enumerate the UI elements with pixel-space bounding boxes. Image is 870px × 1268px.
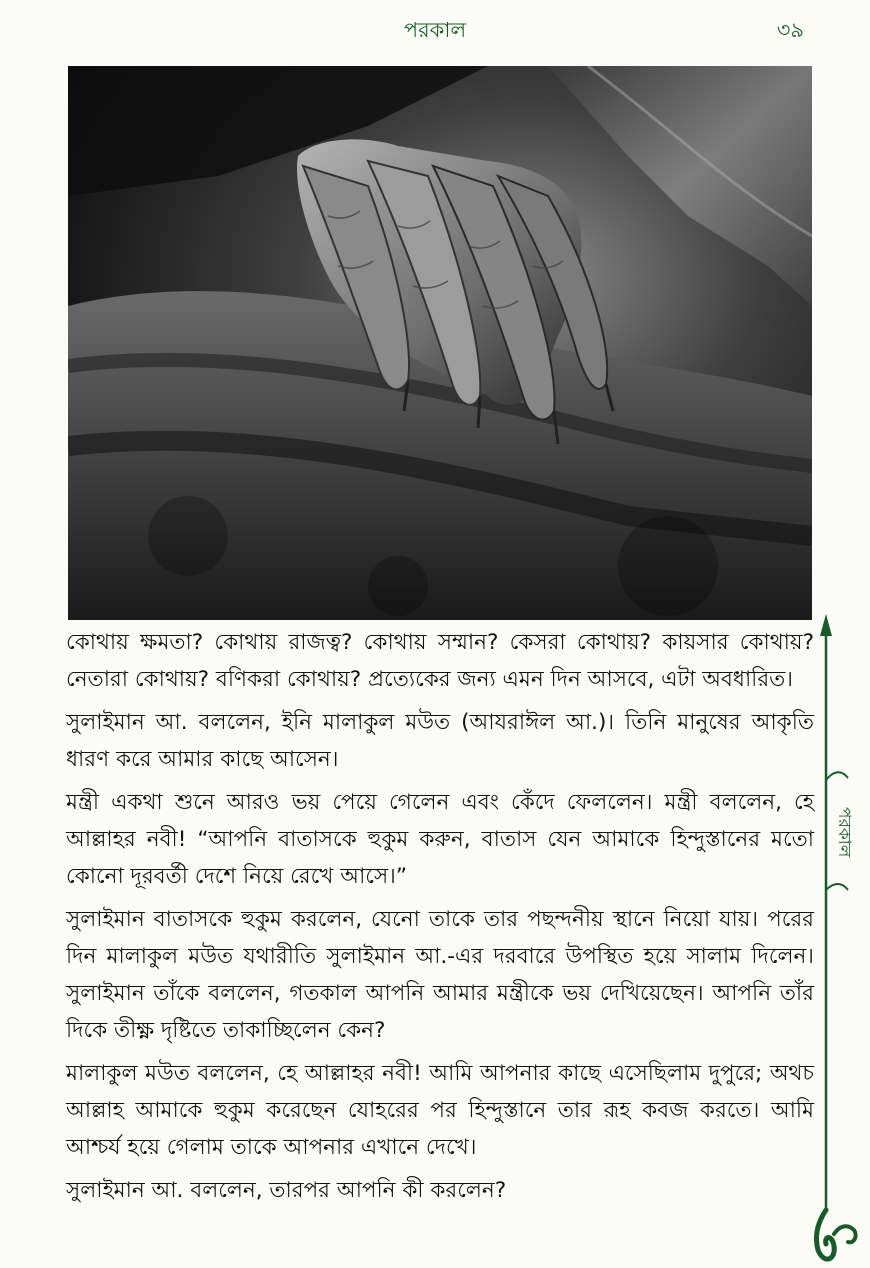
vine-ornament-icon <box>814 610 864 1268</box>
photo-hand-on-rock <box>68 66 812 620</box>
running-head <box>0 10 870 46</box>
paragraph: সুলাইমান আ. বললেন, তারপর আপনি কী করলেন? <box>66 1178 507 1203</box>
paragraph: সুলাইমান আ. বললেন, ইনি মালাকুল মউত (আযরাঈল আ.)। তিনি মানুষের আকৃতি ধারণ করে আমার কাছে আসেন। <box>66 710 814 772</box>
side-section-label: পরকাল <box>832 785 856 880</box>
page-header-title: পরকাল <box>403 18 467 42</box>
paragraph: কোথায় ক্ষমতা? কোথায় রাজত্ব? কোথায় সম্মান? কেসরা কোথায়? কায়সার কোথায়? নেতারা কোথায়? বণিকরা কোথায়? প্রত্যেকের জন্য এমন দিন আসবে, এটা অবধারিত। <box>66 630 814 692</box>
margin-ornament <box>814 610 864 1268</box>
hand-on-rock-photo-icon <box>68 66 812 620</box>
page-number: ৩৯ <box>776 18 804 42</box>
paragraph: মন্ত্রী একথা শুনে আরও ভয় পেয়ে গেলেন এবং কেঁদে ফেললেন। মন্ত্রী বললেন, হে আল্লাহর নবী! “আপনি বাতাসকে হুকুম করুন, বাতাস যেন আমাকে হিন্দুস্তানের মতো কোনো দূরবর্তী দেশে নিয়ে রেখে আসে।” <box>66 790 814 889</box>
body-text <box>66 624 814 1215</box>
paragraph: সুলাইমান বাতাসকে হুকুম করলেন, যেনো তাকে তার পছন্দনীয় স্থানে নিয়ো যায়। পরের দিন মালাকুল মউত যথারীতি সুলাইমান আ.-এর দরবারে উপস্থিত হয়ে সালাম দিলেন। সুলাইমান তাঁকে বললেন, গতকাল আপনি আমার মন্ত্রীকে ভয় দেখিয়েছেন। আপনি তাঁর দিকে তীক্ষ্ণ দৃষ্টিতে তাকাচ্ছিলেন কেন? <box>66 907 814 1043</box>
paragraph: মালাকুল মউত বললেন, হে আল্লাহর নবী! আমি আপনার কাছে এসেছিলাম দুপুরে; অথচ আল্লাহ আমাকে হুকুম করেছেন যোহরের পর হিন্দুস্তানে তার রূহ কবজ করতে। আমি আশ্চর্য হয়ে গেলাম তাকে আপনার এখানে দেখে। <box>66 1061 814 1160</box>
